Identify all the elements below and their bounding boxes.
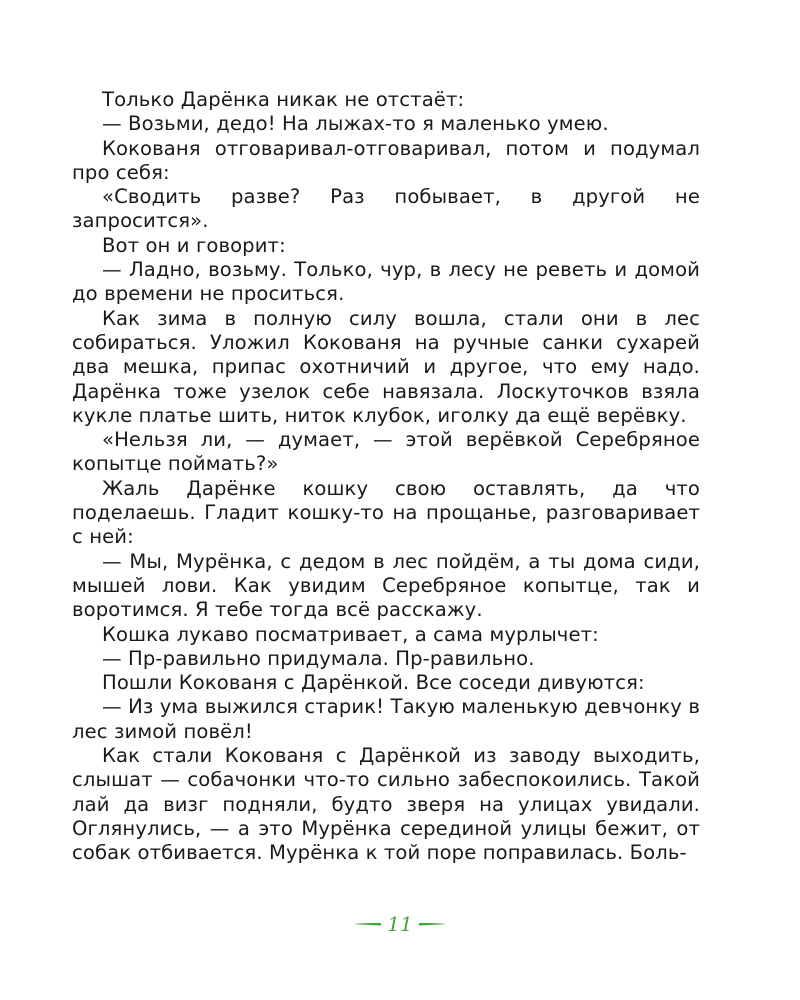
footer-ornament-right <box>419 923 445 926</box>
paragraph: — Из ума выжился старик! Такую маленькую девчонку в лес зимой повёл! <box>72 695 700 743</box>
paragraph: — Пр-равильно придумала. Пр-равильно. <box>102 646 535 670</box>
paragraph: — Ладно, возьму. Только, чур, в лесу не реветь и домой до времени не проситься. <box>72 258 700 306</box>
paragraph: Только Дарёнка никак не отстаёт: <box>102 88 465 111</box>
paragraph: — Мы, Мурёнка, с дедом в лес пойдём, а ты дома сиди, мышей лови. Как увидим Серебряное копытце, так и воротимся. Я тебе тогда всё расскажу. <box>72 549 700 622</box>
footer-ornament-left <box>355 923 381 926</box>
paragraph: Жаль Дарёнке кошку свою оставлять, да что поделаешь. Гладит кошку-то на прощанье, разговаривает с ней: <box>72 476 700 549</box>
paragraph: Как стали Кокованя с Дарёнкой из заводу выходить, слышат — собачонки что-то сильно забеспокоились. Такой лай да визг подняли, будто зверя на улицах увидали. Оглянулись, — а это Мурёнка серединой улицы бежит, от собак отбивается. Мурёнка к той поре поправилась. Боль- <box>72 744 700 865</box>
paragraph: Вот он и говорит: <box>102 233 286 257</box>
paragraph: «Сводить разве? Раз побывает, в другой не запросится». <box>72 185 700 233</box>
paragraph: Кокованя отговаривал-отговаривал, потом и подумал про себя: <box>72 136 700 184</box>
page-footer <box>0 912 800 936</box>
page-body <box>72 88 700 866</box>
paragraph: «Нельзя ли, — думает, — этой верёвкой Серебряное копытце поймать?» <box>72 428 700 476</box>
paragraph: Как зима в полную силу вошла, стали они в лес собираться. Уложил Кокованя на ручные санки сухарей два мешка, припас охотничий и другое, что ему надо. Дарёнка тоже узелок себе навязала. Лоскуточков взяла кукле платье шить, ниток клубок, иголку да ещё верёвку. <box>72 306 700 427</box>
paragraph: — Возьми, дедо! На лыжах-то я маленько умею. <box>102 112 609 136</box>
page-number: 11 <box>387 912 413 936</box>
paragraph: Пошли Кокованя с Дарёнкой. Все соседи дивуются: <box>102 671 645 695</box>
paragraph: Кошка лукаво посматривает, а сама мурлычет: <box>102 622 599 646</box>
